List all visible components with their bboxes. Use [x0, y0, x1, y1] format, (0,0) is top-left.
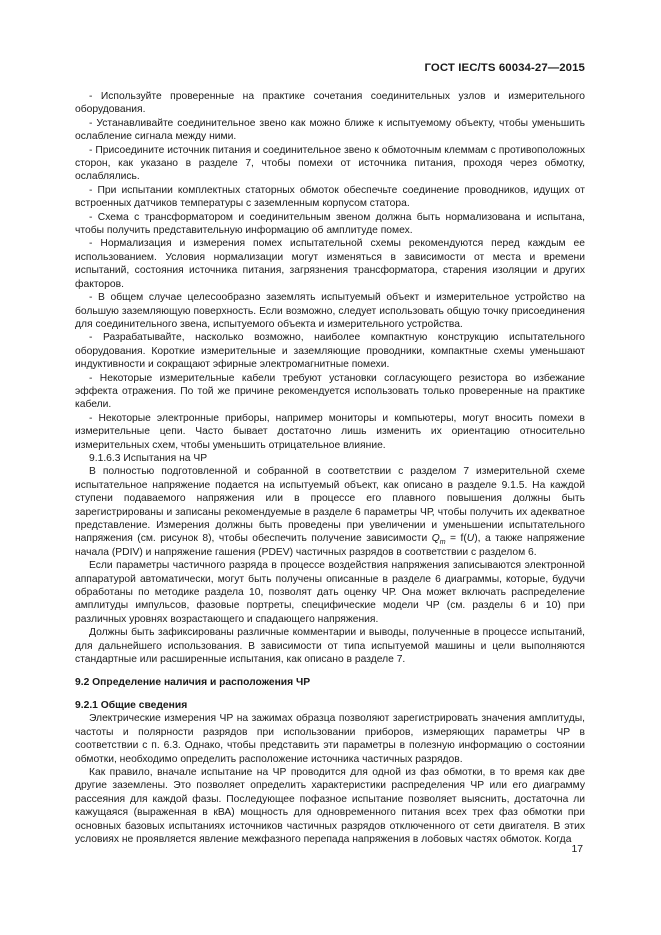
paragraph-pd-test-procedure [75, 465, 585, 559]
bullet-item: - Некоторые измерительные кабели требуют установки согласующего резистора во избежание эффекта отражения. По той же причине рекомендуется использовать только проверенные на практике кабели. [75, 372, 585, 411]
subsection-title-9-2-1: 9.2.1 Общие сведения [75, 699, 188, 711]
paragraph-comments: Должны быть зафиксированы различные комментарии и выводы, полученные в процессе испытаний, для дальнейшего использования. В зависимости от типа испытуемой машины и цели выполняются стандартные или расширенные испытания, как описано в разделе 7. [75, 627, 585, 666]
text-run: В полностью подготовленной и собранной в соответствии с разделом 7 измерительной схеме испытательное напряжение подается на испытуемый объект, как описано в разделе 9.1.5. На каждой ступени подаваемого напряжения или в процессе его плавного повышения должны быть зарегистрированы и записаны рекомендуемые в разделе 6 параметры ЧР, чтобы получить их адекватное представление. Измерения должны быть проведены при увеличении и уменьшении испытательного напряжения (см. рисунок 8), чтобы обеспечить получение зависимости [75, 466, 585, 545]
paragraph-automatic-recording: Если параметры частичного разряда в процессе воздействия напряжения записываются электронной аппаратурой автоматически, могут быть получены описанные в разделе 6 диаграммы, которые, будучи обработаны по методике раздела 10, позволят дать оценку ЧР. Она может включать распределение амплитуды импульсов, фазовые портреты, специфические модели ЧР (см. разделы 6 и 10) при различных уровнях возрастающего и спадающего напряжения. [75, 560, 585, 625]
paragraph-phase-testing: Как правило, вначале испытание на ЧР проводится для одной из фаз обмотки, в то время как две другие заземлены. Это позволяет определить характеристики распределения ЧР или его диаграмму рассеяния для каждой фазы. Последующее пофазное испытание позволяет выяснить, достаточна ли кажущаяся (выраженная в кВА) мощность для одновременного питания всех трех фаз обмотки при основных базовых испытаниях источников частичных разрядов отключенного от сети двигателя. В этих условиях не проявляется явление межфазного перепада напряжения в лобовых частях обмоток. Когда [75, 766, 585, 845]
bullet-item: - Схема с трансформатором и соединительным звеном должна быть нормализована и испытана, чтобы получить представительную информацию об амплитуде помех. [75, 211, 585, 237]
page-number: 17 [571, 844, 583, 855]
standard-header: ГОСТ IEC/TS 60034-27—2015 [424, 62, 585, 74]
page-body [75, 90, 585, 846]
bullet-item: - Используйте проверенные на практике сочетания соединительных узлов и измерительного оборудования. [75, 91, 585, 116]
bullet-item: - Нормализация и измерения помех испытательной схемы рекомендуются перед каждым ее использованием. Условия нормализации могут изменяться в зависимости от места и времени испытаний, состояния источника питания, загрязнения трансформатора, старения изоляции и других факторов. [75, 238, 585, 290]
bullet-item: - Устанавливайте соединительное звено как можно ближе к испытуемому объекту, чтобы уменьшить ослабление сигнала между ними. [75, 117, 585, 143]
subsection-title-9-1-6-3: 9.1.6.3 Испытания на ЧР [89, 452, 208, 464]
charge-subscript: m [439, 539, 446, 547]
paragraph-electrical-measurements: Электрические измерения ЧР на зажимах образца позволяют зарегистрировать значения амплитуды, частоты и полярности разрядов при использовании приборов, измеряющих параметры ЧР в соответствии с п. 6.3. Однако, чтобы представить эти параметры в полезную информацию о состоянии обмотки, необходимо определить расположение источника частичных разрядов. [75, 713, 585, 765]
charge-symbol: Q [431, 533, 440, 545]
bullet-item: - При испытании комплектных статорных обмоток обеспечьте соединение проводников, идущих от встроенных датчиков температуры с заземленным корпусом статора. [75, 184, 585, 210]
bullet-item: - Присоедините источник питания и соединительное звено к обмоточным клеммам с противоположных сторон, как указано в разделе 7, чтобы помехи от источника питания, проходя через обмотку, ослаблялись. [75, 144, 585, 183]
bullet-item: - Некоторые электронные приборы, например мониторы и компьютеры, могут вносить помехи в измерительные цепи. Часто бывает достаточно лишь изменить их ориентацию относительно измерительных схем, чтобы уменьшить отрицательное влияние. [75, 412, 585, 451]
bullet-item: - В общем случае целесообразно заземлять испытуемый объект и измерительное устройство на большую заземляющую поверхность. Если возможно, следует использовать общую точку присоединения для соединительного звена, испытуемого объекта и измерительного устройства. [75, 292, 585, 330]
text-run: = f( [445, 533, 467, 545]
voltage-symbol: U [466, 533, 475, 545]
section-title-9-2: 9.2 Определение наличия и расположения ЧР [75, 677, 311, 689]
text-run: ), а также напряжение начала (PDIV) и напряжение гашения (PDEV) частичных разрядов в соответствии с разделом 6. [75, 533, 585, 558]
bullet-item: - Разрабатывайте, насколько возможно, наиболее компактную конструкцию испытательного оборудования. Короткие измерительные и заземляющие проводники, компактные схемы уменьшают индуктивности и сокращают эфирные электромагнитные помехи. [75, 332, 585, 371]
